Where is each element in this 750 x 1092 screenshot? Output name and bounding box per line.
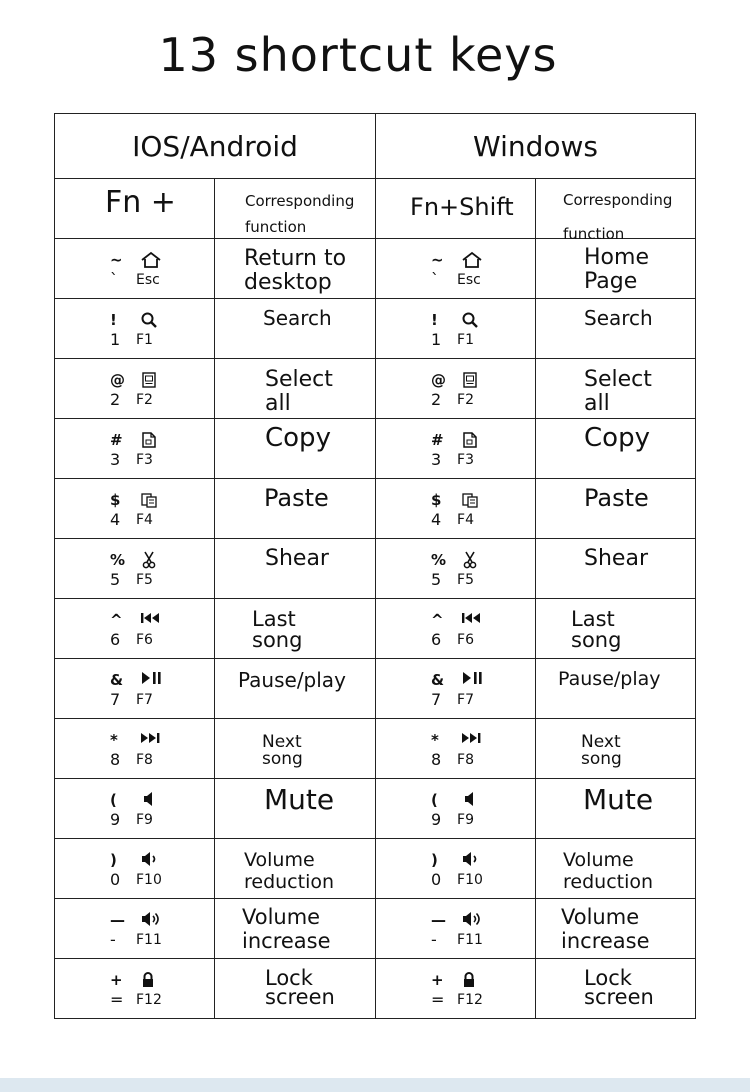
corresponding-function-label: Corresponding function xyxy=(563,191,673,243)
page-title: 13 shortcut keys xyxy=(158,28,558,82)
play-pause-icon xyxy=(140,671,160,689)
windows-prefix-cell xyxy=(376,179,536,239)
ios-key-cell xyxy=(55,419,215,479)
table-header-row xyxy=(55,114,696,179)
ios-key-cell xyxy=(55,239,215,299)
key-bottom-symbol: 0 xyxy=(110,870,121,889)
header-windows: Windows xyxy=(376,114,696,179)
key-glyph xyxy=(429,551,489,593)
corresponding-function-label: Corresponding function xyxy=(245,192,355,236)
key-bottom-symbol: - xyxy=(110,930,116,949)
key-top-symbol: @ xyxy=(110,371,125,389)
key-bottom-symbol: 8 xyxy=(110,750,121,769)
key-glyph xyxy=(429,611,489,653)
function-key-label: F12 xyxy=(136,992,162,1008)
function-label: Pause/play xyxy=(558,668,661,690)
key-glyph xyxy=(429,431,489,473)
function-key-label: F8 xyxy=(457,752,474,768)
ios-function-cell xyxy=(215,479,376,539)
search-icon xyxy=(140,311,160,329)
table-row xyxy=(55,779,696,839)
windows-key-cell xyxy=(376,839,536,899)
table-row xyxy=(55,719,696,779)
bottom-strip xyxy=(0,1078,750,1092)
windows-function-cell xyxy=(536,839,696,899)
windows-key-cell xyxy=(376,659,536,719)
key-top-symbol: + xyxy=(431,971,444,989)
key-top-symbol: ) xyxy=(110,851,117,869)
key-top-symbol: ^ xyxy=(431,611,444,629)
ios-function-cell xyxy=(215,719,376,779)
table-row xyxy=(55,359,696,419)
table-row xyxy=(55,899,696,959)
key-bottom-symbol: 1 xyxy=(110,330,121,349)
next-track-icon xyxy=(461,731,481,749)
function-key-label: F2 xyxy=(136,392,153,408)
function-key-label: F3 xyxy=(136,452,153,468)
function-label: Pause/play xyxy=(238,668,346,692)
function-key-label: Esc xyxy=(136,272,160,288)
key-bottom-symbol: 3 xyxy=(110,450,121,469)
windows-function-cell xyxy=(536,239,696,299)
windows-key-cell xyxy=(376,899,536,959)
key-glyph xyxy=(108,731,168,773)
key-glyph xyxy=(108,611,168,653)
ios-function-cell xyxy=(215,839,376,899)
key-bottom-symbol: 1 xyxy=(431,330,442,349)
table-row xyxy=(55,419,696,479)
key-top-symbol: ^ xyxy=(110,611,123,629)
copy-icon xyxy=(461,431,481,449)
function-label: Copy xyxy=(584,423,650,453)
previous-track-icon xyxy=(461,611,481,629)
key-glyph xyxy=(429,671,489,713)
function-label: Paste xyxy=(584,484,649,512)
key-bottom-symbol: 4 xyxy=(431,510,442,529)
paste-icon xyxy=(140,491,160,509)
key-top-symbol: ~ xyxy=(110,251,123,269)
function-label: Next song xyxy=(581,732,622,769)
function-key-label: F10 xyxy=(136,872,162,888)
key-glyph xyxy=(108,551,168,593)
function-label: Mute xyxy=(583,783,654,816)
key-bottom-symbol: 9 xyxy=(431,810,442,829)
function-label: Next song xyxy=(262,732,303,769)
key-glyph xyxy=(108,251,168,293)
key-bottom-symbol: = xyxy=(110,990,124,1009)
ios-key-cell xyxy=(55,839,215,899)
header-ios-android: IOS/Android xyxy=(55,114,376,179)
home-icon xyxy=(461,251,481,269)
function-key-label: F10 xyxy=(457,872,483,888)
ios-key-cell xyxy=(55,899,215,959)
key-bottom-symbol: 2 xyxy=(110,390,121,409)
key-top-symbol: + xyxy=(110,971,123,989)
function-key-label: F4 xyxy=(136,512,153,528)
function-label: Shear xyxy=(265,546,329,571)
ios-function-cell xyxy=(215,899,376,959)
scissors-icon xyxy=(140,551,160,569)
key-glyph xyxy=(108,851,168,893)
function-key-label: F8 xyxy=(136,752,153,768)
key-glyph xyxy=(429,731,489,773)
windows-function-cell xyxy=(536,899,696,959)
key-top-symbol: * xyxy=(431,731,439,749)
windows-key-cell xyxy=(376,539,536,599)
windows-function-cell xyxy=(536,539,696,599)
key-glyph xyxy=(429,791,489,833)
key-bottom-symbol: 3 xyxy=(431,450,442,469)
function-key-label: F7 xyxy=(457,692,474,708)
windows-key-cell xyxy=(376,719,536,779)
table-subheader-row xyxy=(55,179,696,239)
key-glyph xyxy=(429,311,489,353)
key-bottom-symbol: 7 xyxy=(431,690,442,709)
ios-key-cell xyxy=(55,359,215,419)
windows-function-cell xyxy=(536,719,696,779)
function-label: Volume reduction xyxy=(244,849,335,893)
windows-function-cell xyxy=(536,359,696,419)
key-top-symbol: # xyxy=(110,431,123,449)
function-label: Home Page xyxy=(584,245,649,294)
key-bottom-symbol: = xyxy=(431,990,445,1009)
function-label: Select all xyxy=(265,367,333,416)
key-bottom-symbol: 5 xyxy=(110,570,121,589)
home-icon xyxy=(140,251,160,269)
windows-function-cell xyxy=(536,419,696,479)
next-track-icon xyxy=(140,731,160,749)
key-glyph xyxy=(108,911,168,953)
function-key-label: F7 xyxy=(136,692,153,708)
volume-down-icon xyxy=(140,851,160,869)
table-row xyxy=(55,479,696,539)
copy-icon xyxy=(140,431,160,449)
ios-key-cell xyxy=(55,959,215,1019)
ios-key-cell xyxy=(55,599,215,659)
key-glyph xyxy=(108,971,168,1013)
key-bottom-symbol: ` xyxy=(110,270,118,289)
windows-key-cell xyxy=(376,239,536,299)
key-top-symbol: & xyxy=(431,671,445,689)
windows-function-cell xyxy=(536,479,696,539)
ios-key-cell xyxy=(55,299,215,359)
function-key-label: F5 xyxy=(136,572,153,588)
ios-function-cell xyxy=(215,539,376,599)
key-bottom-symbol: 6 xyxy=(431,630,442,649)
windows-function-cell xyxy=(536,299,696,359)
function-label: Volume reduction xyxy=(563,849,654,893)
key-bottom-symbol: 4 xyxy=(110,510,121,529)
table-row xyxy=(55,839,696,899)
function-key-label: F1 xyxy=(136,332,153,348)
key-bottom-symbol: 2 xyxy=(431,390,442,409)
function-key-label: F11 xyxy=(136,932,162,948)
key-top-symbol: ) xyxy=(431,851,438,869)
previous-track-icon xyxy=(140,611,160,629)
select-all-icon xyxy=(140,371,160,389)
windows-function-cell xyxy=(536,599,696,659)
ios-function-cell xyxy=(215,419,376,479)
lock-icon xyxy=(140,971,160,989)
ios-prefix: Fn + xyxy=(105,185,176,220)
key-top-symbol: % xyxy=(110,551,126,569)
table-row xyxy=(55,539,696,599)
table-row xyxy=(55,239,696,299)
mute-icon xyxy=(140,791,160,809)
function-label: Search xyxy=(263,306,332,330)
function-key-label: F6 xyxy=(136,632,153,648)
key-bottom-symbol: 8 xyxy=(431,750,442,769)
function-label: Shear xyxy=(584,546,648,571)
mute-icon xyxy=(461,791,481,809)
table-row xyxy=(55,659,696,719)
key-top-symbol: — xyxy=(431,911,447,929)
ios-function-cell xyxy=(215,779,376,839)
key-top-symbol: # xyxy=(431,431,444,449)
select-all-icon xyxy=(461,371,481,389)
ios-function-cell xyxy=(215,359,376,419)
function-label: Last song xyxy=(571,607,622,652)
function-key-label: F2 xyxy=(457,392,474,408)
ios-key-cell xyxy=(55,659,215,719)
function-label: Search xyxy=(584,306,653,330)
volume-down-icon xyxy=(461,851,481,869)
key-top-symbol: ! xyxy=(431,311,438,329)
ios-key-cell xyxy=(55,719,215,779)
key-bottom-symbol: 9 xyxy=(110,810,121,829)
key-top-symbol: $ xyxy=(110,491,121,509)
ios-function-cell xyxy=(215,599,376,659)
key-bottom-symbol: ` xyxy=(431,270,440,289)
key-top-symbol: ( xyxy=(110,791,117,809)
function-label: Return to desktop xyxy=(244,246,347,295)
ios-prefix-cell xyxy=(55,179,215,239)
ios-key-cell xyxy=(55,539,215,599)
function-key-label: F1 xyxy=(457,332,474,348)
windows-key-cell xyxy=(376,419,536,479)
function-key-label: F12 xyxy=(457,992,483,1008)
key-glyph xyxy=(429,971,489,1013)
key-bottom-symbol: 7 xyxy=(110,690,121,709)
ios-function-cell xyxy=(215,299,376,359)
key-bottom-symbol: - xyxy=(431,930,437,949)
paste-icon xyxy=(461,491,481,509)
windows-key-cell xyxy=(376,359,536,419)
function-label: Lock screen xyxy=(584,966,654,1009)
key-top-symbol: & xyxy=(110,671,124,689)
function-key-label: Esc xyxy=(457,272,481,288)
key-top-symbol: ~ xyxy=(431,251,444,269)
function-key-label: F6 xyxy=(457,632,474,648)
windows-key-cell xyxy=(376,479,536,539)
ios-corresponding-cell xyxy=(215,179,376,239)
lock-icon xyxy=(461,971,481,989)
table-row xyxy=(55,959,696,1019)
key-glyph xyxy=(108,791,168,833)
ios-function-cell xyxy=(215,659,376,719)
function-label: Volume increase xyxy=(242,905,331,953)
key-glyph xyxy=(429,491,489,533)
key-top-symbol: ! xyxy=(110,311,117,329)
key-glyph xyxy=(108,671,168,713)
key-glyph xyxy=(108,431,168,473)
play-pause-icon xyxy=(461,671,481,689)
windows-function-cell xyxy=(536,779,696,839)
ios-key-cell xyxy=(55,479,215,539)
function-label: Paste xyxy=(264,484,329,512)
function-key-label: F4 xyxy=(457,512,474,528)
key-glyph xyxy=(429,911,489,953)
windows-function-cell xyxy=(536,659,696,719)
key-glyph xyxy=(429,851,489,893)
function-key-label: F3 xyxy=(457,452,474,468)
key-top-symbol: ( xyxy=(431,791,438,809)
key-glyph xyxy=(108,491,168,533)
function-key-label: F9 xyxy=(457,812,474,828)
key-glyph xyxy=(108,311,168,353)
key-top-symbol: $ xyxy=(431,491,442,509)
function-label: Lock screen xyxy=(265,966,335,1009)
key-top-symbol: @ xyxy=(431,371,447,389)
ios-key-cell xyxy=(55,779,215,839)
function-key-label: F11 xyxy=(457,932,483,948)
ios-function-cell xyxy=(215,239,376,299)
volume-up-icon xyxy=(461,911,481,929)
key-bottom-symbol: 0 xyxy=(431,870,442,889)
search-icon xyxy=(461,311,481,329)
windows-prefix: Fn+Shift xyxy=(410,193,514,221)
function-label: Copy xyxy=(265,423,331,453)
windows-key-cell xyxy=(376,779,536,839)
windows-key-cell xyxy=(376,599,536,659)
table-row xyxy=(55,599,696,659)
scissors-icon xyxy=(461,551,481,569)
windows-key-cell xyxy=(376,299,536,359)
function-label: Select all xyxy=(584,367,652,416)
volume-up-icon xyxy=(140,911,160,929)
key-bottom-symbol: 5 xyxy=(431,570,442,589)
shortcut-table xyxy=(54,113,696,1019)
function-label: Last song xyxy=(252,607,303,652)
key-bottom-symbol: 6 xyxy=(110,630,121,649)
key-glyph xyxy=(108,371,168,413)
ios-function-cell xyxy=(215,959,376,1019)
key-top-symbol: — xyxy=(110,911,125,929)
key-top-symbol: * xyxy=(110,731,118,749)
function-label: Mute xyxy=(264,783,335,816)
windows-corresponding-cell xyxy=(536,179,696,243)
windows-function-cell xyxy=(536,959,696,1019)
windows-key-cell xyxy=(376,959,536,1019)
key-top-symbol: % xyxy=(431,551,447,569)
key-glyph xyxy=(429,251,489,293)
function-key-label: F5 xyxy=(457,572,474,588)
table-row xyxy=(55,299,696,359)
key-glyph xyxy=(429,371,489,413)
function-label: Volume increase xyxy=(561,905,650,953)
function-key-label: F9 xyxy=(136,812,153,828)
